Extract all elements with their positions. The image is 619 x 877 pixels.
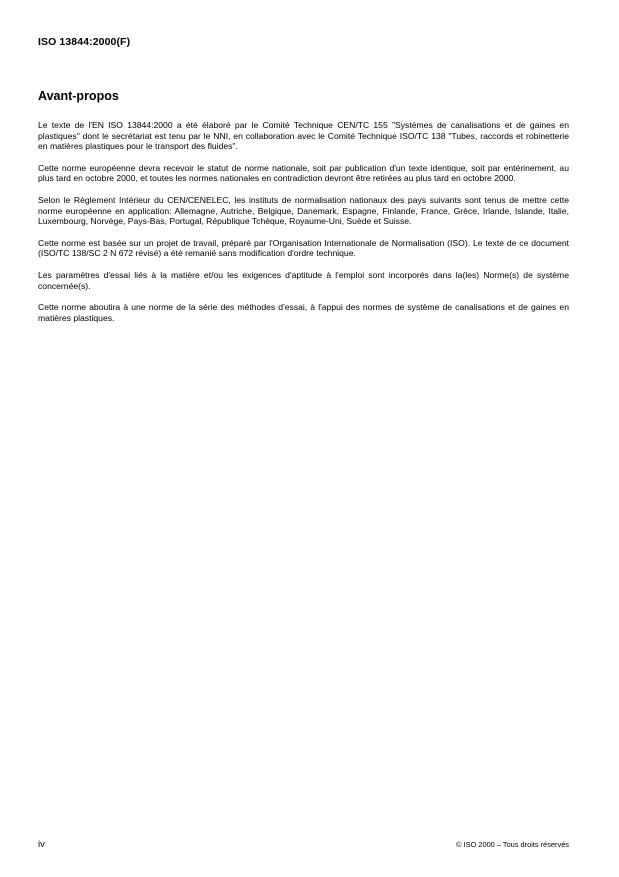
paragraph-6: Cette norme aboutira à une norme de la série des méthodes d'essai, à l'appui des normes de système de canalisations et de gaines en matières plastiques. — [38, 302, 569, 323]
page-number: iv — [38, 839, 45, 850]
paragraph-3: Selon le Règlement Intérieur du CEN/CENELEC, les instituts de normalisation nationaux des pays suivants sont tenus de mettre cette norme européenne en application: Allemagne, Autriche, Belgique, Danemark, Espagne, Finlande, France, Grèce, Irlande, Islande, Italie, Luxembourg, Norvège, Pays-Bas, Portugal, République Tchèque, Royaume-Uni, Suède et Suisse. — [38, 194, 569, 227]
document-header: ISO 13844:2000(F) — [38, 36, 131, 48]
copyright-notice: © ISO 2000 – Tous droits réservés — [456, 840, 569, 849]
body-text — [38, 120, 569, 334]
section-title: Avant-propos — [38, 89, 119, 103]
paragraph-5: Les paramètres d'essai liés à la matière et/ou les exigences d'aptitude à l'emploi sont incorporés dans la(les) Norme(s) de système concernée(s). — [38, 269, 569, 291]
paragraph-1: Le texte de l'EN ISO 13844:2000 a été élaboré par le Comité Technique CEN/TC 155 "Systèmes de canalisations et de gaines en plastiques" dont le secrétariat est tenu par le NNI, en collaboration avec le Comité Technique ISO/TC 138 "Tubes, raccords et robinetterie en matières plastiques pour le transport des fluides". — [38, 120, 569, 152]
paragraph-2: Cette norme européenne devra recevoir le statut de norme nationale, soit par publication d'un texte identique, soit par entérinement, au plus tard en octobre 2000, et toutes les normes nationales en contradiction devront être retirées au plus tard en octobre 2000. — [38, 162, 569, 184]
paragraph-4: Cette norme est basée sur un projet de travail, préparé par l'Organisation Internationale de Normalisation (ISO). Le texte de ce document (ISO/TC 138/SC 2 N 672 révisé) a été remanié sans modification d'ordre technique. — [38, 237, 569, 259]
